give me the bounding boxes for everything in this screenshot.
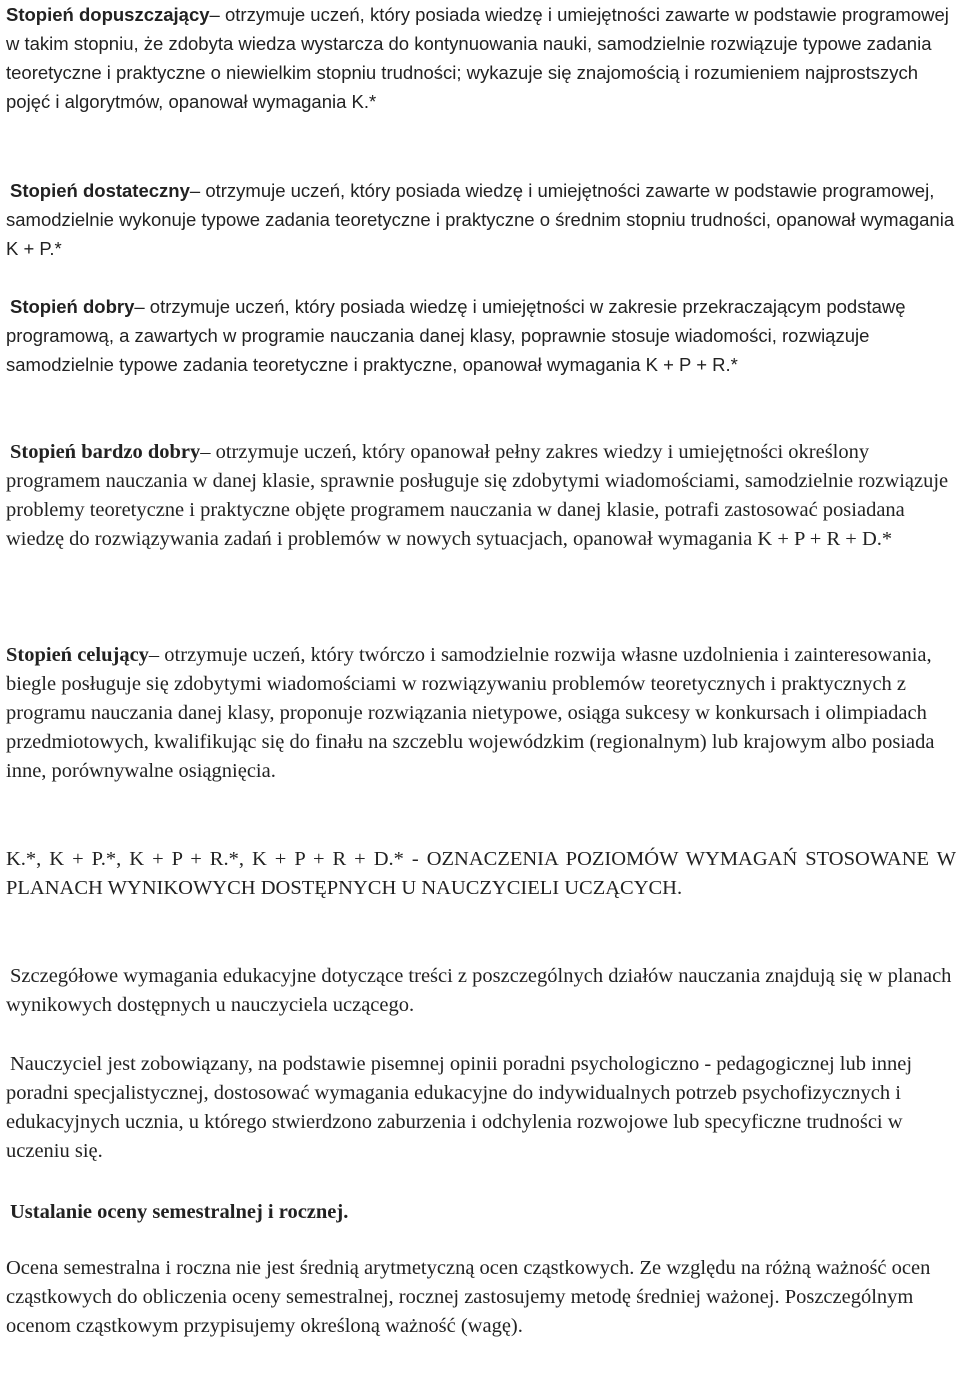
grade-description: – otrzymuje uczeń, który twórczo i samodzielnie rozwija własne uzdolnienia i zainteresowania, biegle posługuje się zdobytymi wiadomościami w rozwiązywaniu problemów teoretycznych i praktycznych z programu nauczania danej klasy, proponuje rozwiązania nietypowe, osiąga sukcesy w konkursach i olimpiadach przedmiotowych, kwalifikując się do finału na szczeblu wojewódzkim (regionalnym) lub krajowym albo posiada inne, porównywalne osiągnięcia. [6, 644, 935, 782]
section-heading: Ustalanie oceny semestralnej i rocznej. [10, 1201, 349, 1223]
grade-dopuszczajacy [6, 0, 956, 116]
detailed-requirements-paragraph: Szczegółowe wymagania edukacyjne dotyczące treści z poszczególnych działów nauczania znajdują się w planach wynikowych dostępnych u nauczyciela uczącego. [6, 965, 952, 1016]
semester-grade-paragraph: Ocena semestralna i roczna nie jest średnią arytmetyczną ocen cząstkowych. Ze względu na różną ważność ocen cząstkowych do obliczenia oceny semestralnej, rocznej zastosujemy metodę średniej ważonej. Poszczególnym ocenom cząstkowym przypisujemy określoną ważność (wagę). [6, 1257, 931, 1337]
grade-term: Stopień dobry [10, 296, 135, 317]
grade-description: – otrzymuje uczeń, który opanował pełny zakres wiedzy i umiejętności określony programem nauczania w danej klasie, sprawnie posługuje się zdobytymi wiadomościami, samodzielnie rozwiązuje problemy teoretyczne i praktyczne objęte programem nauczania w danej klasie, potrafi zastosować posiadana wiedzę do rozwiązywania zadań i problemów w nowych sytuacjach, opanował wymagania K + P + R + D.* [6, 441, 949, 550]
grade-description: – otrzymuje uczeń, który posiada wiedzę i umiejętności zawarte w podstawie programowej, samodzielnie wykonuje typowe zadania teoretyczne i praktyczne o średnim stopniu trudności, opanował wymagania K + P.* [6, 180, 955, 259]
grade-term: Stopień celujący [6, 644, 149, 666]
grade-dostateczny [6, 176, 956, 263]
grade-description: – otrzymuje uczeń, który posiada wiedzę i umiejętności w zakresie przekraczającym podstawę programową, a zawartych w programie nauczania danej klasy, poprawnie stosuje wiadomości, rozwiązuje samodzielnie typowe zadania teoretyczne i praktyczne, opanował wymagania K + P + R.* [6, 296, 906, 375]
teacher-obligation-paragraph: Nauczyciel jest zobowiązany, na podstawie pisemnej opinii poradni psychologiczno - pedagogicznej lub innej poradni specjalistycznej, dostosować wymagania edukacyjne do indywidualnych potrzeb psychofizycznych i edukacyjnych ucznia, u którego stwierdzono zaburzenia i odchylenia rozwojowe lub specyficzne trudności w uczeniu się. [6, 1053, 913, 1162]
grade-bardzo-dobry [6, 438, 956, 554]
requirements-notation-note: K.*, K + P.*, K + P + R.*, K + P + R + D.* - OZNACZENIA POZIOMÓW WYMAGAŃ STOSOWANE W PLANACH WYNIKOWYCH DOSTĘPNYCH U NAUCZYCIELI UCZĄCYCH. [6, 848, 956, 899]
grade-term: Stopień dostateczny [10, 180, 190, 201]
grade-description: – otrzymuje uczeń, który posiada wiedzę i umiejętności zawarte w podstawie programowej w takim stopniu, że zdobyta wiedza wystarcza do kontynuowania nauki, samodzielnie rozwiązuje typowe zadania teoretyczne i praktyczne o niewielkim stopniu trudności; wykazuje się znajomością i rozumieniem najprostszych pojęć i algorytmów, opanował wymagania K.* [6, 4, 949, 112]
grade-celujacy [6, 641, 956, 786]
grade-term: Stopień dopuszczający [6, 4, 210, 25]
grade-term: Stopień bardzo dobry [10, 441, 201, 463]
grade-dobry [6, 292, 956, 379]
